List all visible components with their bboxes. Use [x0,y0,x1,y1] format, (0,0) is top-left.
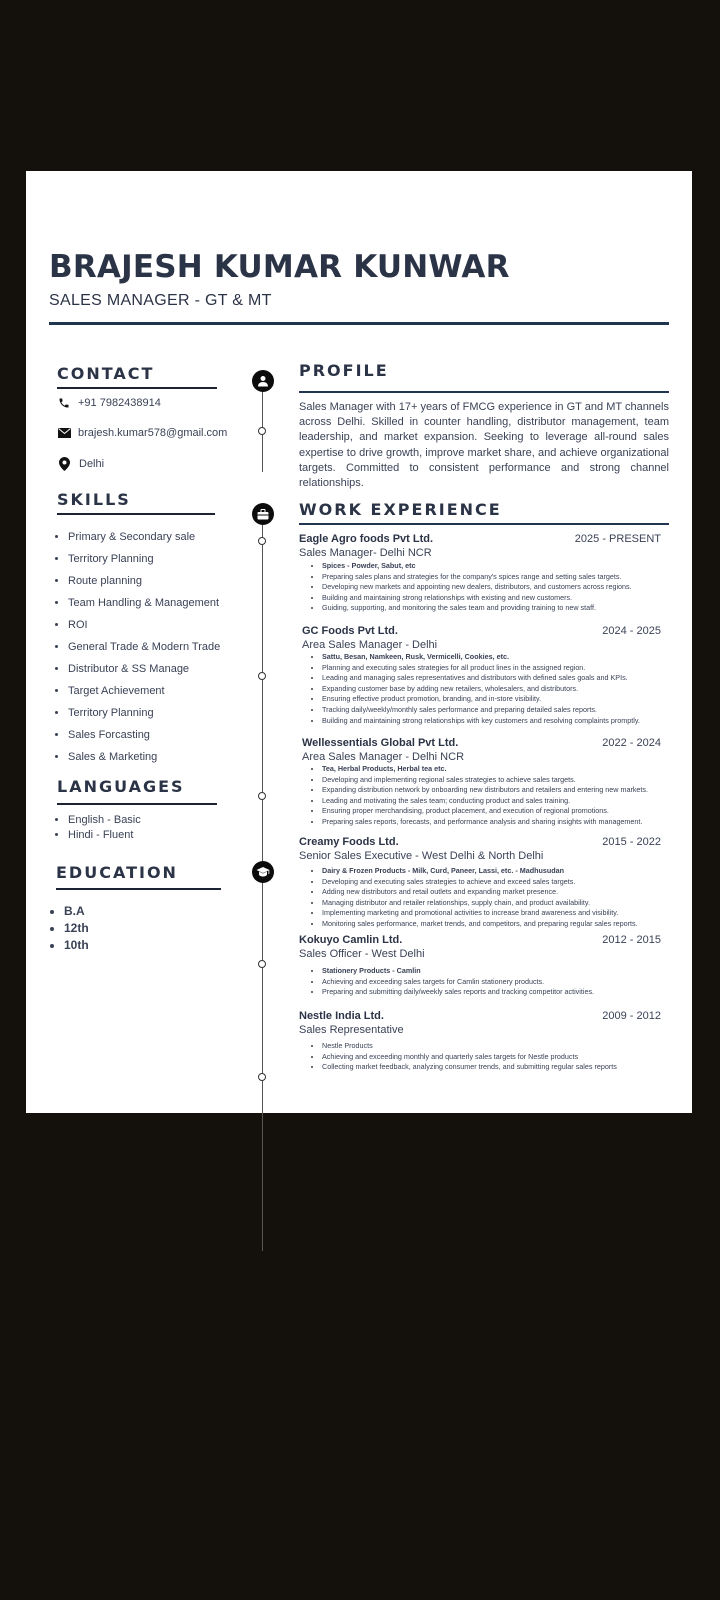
languages-divider [57,803,217,805]
timeline-dot [258,427,266,435]
job-role: Sales Manager- Delhi NCR [299,547,432,559]
job-bullet: • Building and maintaining strong relationships with key customers and resolving complaints promptly. [322,716,640,727]
header-divider [49,322,669,325]
skill-item: • General Trade & Modern Trade [68,640,220,662]
languages-list [56,813,141,843]
job-company: GC Foods Pvt Ltd. [302,625,398,637]
job-role: Area Sales Manager - Delhi [302,639,438,651]
job-company: Wellessentials Global Pvt Ltd. [302,737,459,749]
email-text[interactable]: brajesh.kumar578@gmail.com [78,427,228,439]
skill-item: • ROI [68,618,220,640]
job-bullet: • Expanding customer base by adding new retailers, wholesalers, and distributors. [322,684,640,695]
job-bullet: • Leading and motivating the sales team; conducting product and sales training. [322,796,648,807]
job-dates: 2022 - 2024 [602,737,661,749]
location-pin-icon [57,457,71,471]
skills-list [56,530,220,772]
contact-divider [57,387,217,389]
candidate-title: SALES MANAGER - GT & MT [49,292,272,309]
skill-item: • Distributor & SS Manage [68,662,220,684]
job-bullet: • Preparing sales plans and strategies for the company's spices range and setting sales targets. [322,572,632,583]
job-company: Eagle Agro foods Pvt Ltd. [299,533,434,545]
job-role: Sales Officer - West Delhi [299,948,425,960]
job-bullet: • Leading and managing sales representatives and distributors with defined sales goals and KPIs. [322,673,640,684]
job-bullet: • Planning and executing sales strategies for all product lines in the assigned region. [322,663,640,674]
job-company: Creamy Foods Ltd. [299,836,399,848]
timeline-dot [258,960,266,968]
job-bullet: • Building and maintaining strong relationships with existing and new customers. [322,593,632,604]
education-item: • 10th [64,937,89,954]
skill-item: • Primary & Secondary sale [68,530,220,552]
job-bullets [309,966,594,998]
job-bullet: • Developing new markets and appointing new dealers, distributors, and customers across regions. [322,582,632,593]
profile-user-icon [252,370,274,392]
skills-heading: SKILLS [57,490,131,509]
language-item: • Hindi - Fluent [68,828,141,843]
candidate-name: BRAJESH KUMAR KUNWAR [49,249,510,285]
job-bullet: • Nestle Products [322,1041,617,1052]
job-bullets [309,561,632,614]
job-role: Sales Representative [299,1024,404,1036]
timeline-dot [258,792,266,800]
job-role: Senior Sales Executive - West Delhi & North Delhi [299,850,544,862]
skill-item: • Route planning [68,574,220,596]
job-bullet: • Preparing and submitting daily/weekly sales reports and tracking competitor activities. [322,987,594,998]
job-dates: 2009 - 2012 [602,1010,661,1022]
job-bullet: • Sattu, Besan, Namkeen, Rusk, Vermicelli, Cookies, etc. [322,652,640,663]
experience-divider [299,523,669,525]
job-company: Nestle India Ltd. [299,1010,384,1022]
education-item: • 12th [64,920,89,937]
job-bullets [309,1041,617,1073]
job-bullet: • Developing and implementing regional sales strategies to achieve sales targets. [322,775,648,786]
contact-location [57,457,104,471]
education-list [52,903,89,954]
job-bullet: • Collecting market feedback, analyzing consumer trends, and submitting regular sales reports [322,1062,617,1073]
job-bullet: • Expanding distribution network by onboarding new distributors and retailers and entering new markets. [322,785,648,796]
briefcase-icon [252,503,274,525]
job-bullets [309,866,638,930]
language-item: • English - Basic [68,813,141,828]
education-item: • B.A [64,903,89,920]
job-bullet: • Spices - Powder, Sabut, etc [322,561,632,572]
resume-page [26,171,692,1113]
skill-item: • Territory Planning [68,552,220,574]
job-bullet: • Preparing sales reports, forecasts, and performance analysis and sharing insights with management. [322,817,648,828]
job-bullet: • Achieving and exceeding monthly and quarterly sales targets for Nestle products [322,1052,617,1063]
timeline-dot [258,1073,266,1081]
job-bullet: • Stationery Products - Camlin [322,966,594,977]
skill-item: • Sales Forcasting [68,728,220,750]
skill-item: • Team Handling & Management [68,596,220,618]
phone-text[interactable]: +91 7982438914 [78,397,161,409]
skill-item: • Target Achievement [68,684,220,706]
job-bullets [309,764,648,828]
email-icon [57,426,71,440]
job-bullet: • Guiding, supporting, and monitoring the sales team and providing training to new staff. [322,603,632,614]
location-text: Delhi [79,458,105,470]
timeline-line-top [262,380,263,472]
job-dates: 2015 - 2022 [602,836,661,848]
contact-phone [57,396,161,410]
contact-heading: CONTACT [57,364,155,383]
education-heading: EDUCATION [56,863,178,882]
job-bullet: • Developing and executing sales strategies to achieve and exceed sales targets. [322,877,638,888]
experience-heading: WORK EXPERIENCE [299,500,502,519]
timeline-dot [258,537,266,545]
job-bullet: • Ensuring effective product promotion, branding, and in-store visibility. [322,694,640,705]
job-bullet: • Ensuring proper merchandising, product placement, and execution of regional promotions. [322,806,648,817]
job-bullets [309,652,640,726]
phone-icon [57,396,71,410]
job-company: Kokuyo Camlin Ltd. [299,934,403,946]
timeline-dot [258,672,266,680]
job-dates: 2025 - PRESENT [574,533,661,545]
job-bullet: • Managing distributor and retailer relationships, supply chain, and product availability. [322,898,638,909]
profile-heading: PROFILE [299,361,389,380]
languages-heading: LANGUAGES [57,777,185,796]
job-bullet: • Dairy & Frozen Products - Milk, Curd, Paneer, Lassi, etc. - Madhusudan [322,866,638,877]
skills-divider [57,513,215,515]
profile-summary: Sales Manager with 17+ years of FMCG experience in GT and MT channels across Delhi. Skilled in counter handling, distributor management, team leadership, and market expansion. Seeking to leverage all-round sales expertise to drive growth, improve market share, and achieve organizational targets. Committed to consistent performance and strong channel relationships. [299,401,669,490]
contact-email [57,426,227,440]
job-bullet: • Adding new distributors and retail outlets and expanding market presence. [322,887,638,898]
job-bullet: • Tracking daily/weekly/monthly sales performance and preparing detailed sales reports. [322,705,640,716]
skill-item: • Territory Planning [68,706,220,728]
graduation-cap-icon [252,861,274,883]
job-role: Area Sales Manager - Delhi NCR [302,751,465,763]
job-bullet: • Implementing marketing and promotional activities to increase brand awareness and visibility. [322,908,638,919]
job-bullet: • Tea, Herbal Products, Herbal tea etc. [322,764,648,775]
job-dates: 2024 - 2025 [602,625,661,637]
job-bullet: • Achieving and exceeding sales targets for Camlin stationery products. [322,977,594,988]
education-divider [56,888,221,890]
profile-divider [299,391,669,393]
job-dates: 2012 - 2015 [602,934,661,946]
job-bullet: • Monitoring sales performance, market trends, and competitors, and preparing regular sales reports. [322,919,638,930]
skill-item: • Sales & Marketing [68,750,220,772]
